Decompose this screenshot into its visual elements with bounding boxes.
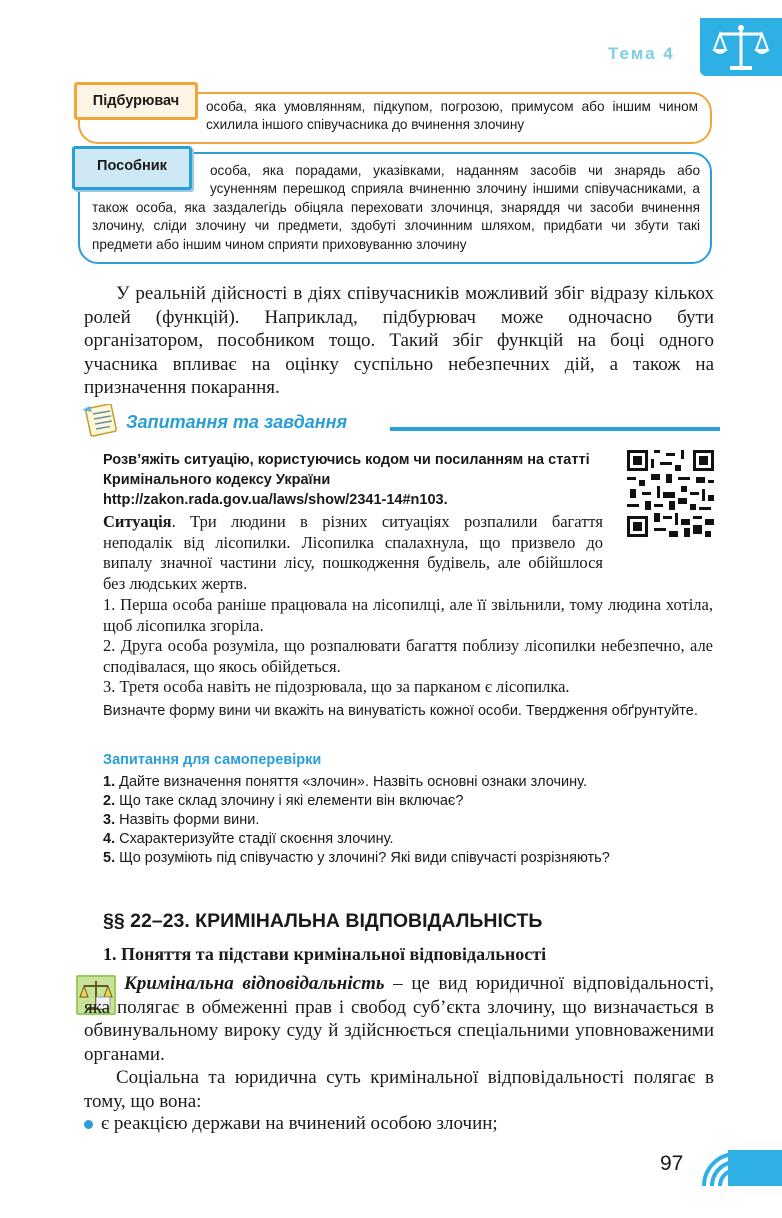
list-item: 3. Назвіть форми вини. (103, 812, 260, 828)
list-item: 4. Схарактеризуйте стадії скоєння злочину. (103, 831, 394, 847)
definition-instigator-text: особа, яка умовлянням, підкупом, погрозою, примусом або іншим чином схилила іншого співучасника до вчинення злочину (206, 99, 698, 133)
situation-item-3: 3. Третя особа навіть не підозрювала, що за парканом є лісопилка. (103, 677, 570, 696)
intro-paragraph: У реальній дійсності в діях співучасників можливий збіг відразу кількох ролей (функцій). Наприклад, підбурювач може одночасно бути організатором, пособником тощо. Такий збіг функцій на боці одного учасника впливає на оцінку суспільно небезпечних дій, а також на призначення покарання. (84, 283, 714, 398)
bullet-icon (84, 1120, 93, 1129)
section-paragraph: Соціальна та юридична суть кримінальної відповідальності полягає в тому, що вона: (84, 1067, 714, 1112)
term-accomplice-label: Пособник (72, 146, 192, 190)
qr-code-icon[interactable] (627, 450, 714, 537)
task-intro: Розв’яжіть ситуацію, користуючись кодом чи посиланням на статті Кримінального кодексу України http://zakon.rada.gov.ua/laws/show/2341-14#n103. (103, 452, 590, 508)
subsection-title: 1. Поняття та підстави кримінальної відповідальності (103, 944, 547, 964)
page-corner-tab (700, 1150, 782, 1186)
definition-term: Кримінальна відповідальність (124, 973, 385, 994)
topic-tab (700, 18, 782, 76)
situation-text: . Три людини в різних ситуаціях розпалили багаття неподалік від лісопилки. Лісопилка спалахнула, що призвело до випалу значної частини лісу, пошкодження будівель, але обійшлося без людських жертв. (103, 512, 603, 593)
topic-label: Тема 4 (608, 44, 675, 63)
task-text: Визначте форму вини чи вкажіть на винуватість кожної особи. Твердження обґрунтуйте. (103, 703, 698, 719)
heading-rule (390, 427, 720, 431)
definition-instigator-box (78, 92, 712, 144)
questions-heading-text: Запитання та завдання (126, 412, 348, 432)
situation-paragraph (103, 512, 603, 594)
list-item: 2. Що таке склад злочину і які елементи він включає? (103, 793, 464, 809)
bullet-item (84, 1112, 714, 1136)
questions-heading (80, 404, 720, 438)
page-number: 97 (660, 1152, 684, 1175)
list-item: 1. Дайте визначення поняття «злочин». Назвіть основні ознаки злочину. (103, 774, 587, 790)
situation-item-1: 1. Перша особа раніше працювала на лісопилці, але її звільнили, тому людина хотіла, щоб лісопилка згоріла. (103, 595, 713, 635)
situation-item-2: 2. Друга особа розуміла, що розпалювати багаття поблизу лісопилки небезпечно, але сподівалася, що якось обійдеться. (103, 636, 713, 676)
self-check-title: Запитання для самоперевірки (103, 752, 322, 768)
notepad-icon (80, 404, 120, 438)
self-check-list (103, 773, 723, 868)
situation-label: Ситуація (103, 512, 172, 531)
bullet-text: є реакцією держави на вчинений особою злочин; (101, 1113, 498, 1134)
section-title: §§ 22–23. КРИМІНАЛЬНА ВІДПОВІДАЛЬНІСТЬ (103, 910, 543, 932)
definition-rest: – це вид юридичної відповідальності, яка полягає в обмеженні прав і свобод суб’єкта злочину, що визначається в обвинувальному вироку суду й здійснюється спеціальними уповноваженими органами. (84, 973, 714, 1065)
definition-accomplice-text (92, 162, 700, 254)
term-instigator-label: Підбурювач (74, 82, 198, 120)
scales-icon (712, 22, 770, 72)
list-item: 5. Що розуміють під співучастю у злочині? Які види співучасті розрізняють? (103, 850, 610, 866)
definition-paragraph (84, 972, 714, 1066)
definition-accomplice-body: особа, яка порадами, указівками, наданням засобів чи знарядь або усуненням перешкод сприяла вчиненню злочину іншими співучасниками, а також особа, яка заздалегідь обіцяла переховати злочинця, знаряддя чи засоби вчинення злочину, сліди злочину чи предмети, здобуті злочинним шляхом, придбати чи збути такі предмети або іншим чином сприяти приховуванню злочину (92, 163, 700, 252)
definition-accomplice-box (78, 152, 712, 264)
